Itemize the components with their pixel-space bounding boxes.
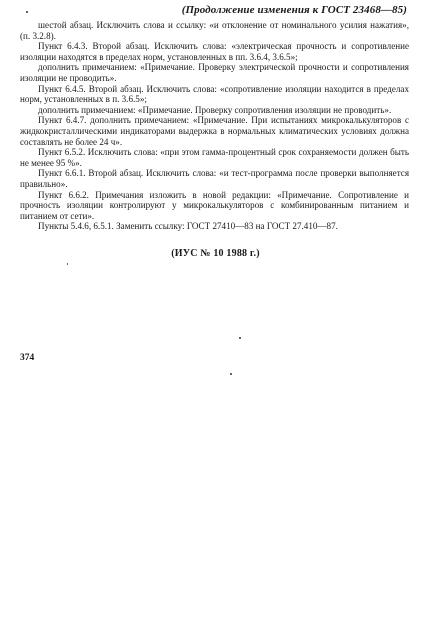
paragraph-2: Пункт 6.4.3. Второй абзац. Исключить слова: «электрическая прочность и сопротивление изоляции находятся в пределах норм, установленных в пп. 3.6.4, 3.6.5»; [20,41,409,62]
scan-speck [239,337,241,339]
paragraph-3: дополнить примечанием: «Примечание. Проверку электрической прочности и сопротивления изоляции не проводить». [20,62,409,83]
paragraph-7: Пункт 6.5.2. Исключить слова: «при этом гамма-процентный срок сохраняемости должен быть не менее 95 %». [20,147,409,168]
paragraph-9: Пункт 6.6.2. Примечания изложить в новой редакции: «Примечание. Сопротивление и прочность изоляции контролируют у микрокалькуляторов с комбинированным питанием и питанием от сети». [20,189,409,221]
paragraph-8: Пункт 6.6.1. Второй абзац. Исключить слова: «и тест-программа после проверки выполняется правильно». [20,168,409,189]
paragraph-1: шестой абзац. Исключить слова и ссылку: «и отклонение от номинального усилия нажатия», (п. 3.2.8). [20,20,409,41]
paragraph-4: Пункт 6.4.5. Второй абзац. Исключить слова: «сопротивление изоляции находится в пределах норм, установленных в п. 3.6.5»; [20,83,409,105]
paragraph-5: дополнить примечанием: «Примечание. Проверку сопротивления изоляции не проводить». [38,104,392,115]
page-number: 374 [20,353,35,363]
scan-speck [67,263,68,265]
paragraph-6: Пункт 6.4.7. дополнить примечанием: «Примечание. При испытаниях микрокалькуляторов с жидкокристаллическими индикаторами выдержка в нормальных климатических условиях должна составлять не более 24 ч». [20,115,409,147]
running-header: (Продолжение изменения к ГОСТ 23468—85) [181,4,407,16]
scan-speck [26,11,28,13]
amendment-reference: (ИУС № 10 1988 г.) [171,248,260,259]
paragraph-10: Пункты 5.4.6, 6.5.1. Заменить ссылку: ГОСТ 27410—83 на ГОСТ 27.410—87. [38,221,338,232]
document-body [20,20,409,232]
scan-speck [230,373,232,375]
